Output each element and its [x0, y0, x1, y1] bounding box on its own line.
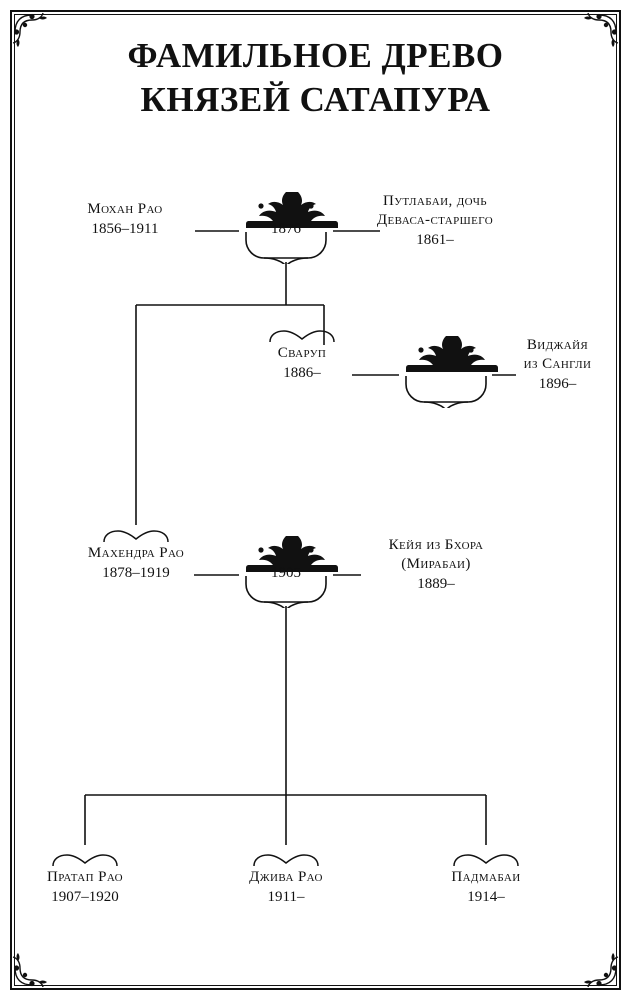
person-dzhiva-rao — [216, 868, 356, 907]
marriage-ornament-1 — [234, 190, 338, 264]
name-flourish-icon — [100, 528, 172, 544]
person-name-line2: из Сангли — [523, 356, 592, 372]
person-dates: 1856–1911 — [91, 221, 159, 237]
person-dates: 1907–1920 — [51, 889, 119, 905]
marriage-ornament-3 — [234, 534, 338, 608]
person-name: Сваруп — [277, 345, 327, 361]
person-mahendra-rao — [56, 544, 216, 583]
marriage-ornament-2 — [394, 334, 498, 408]
person-name: Пратап Рао — [46, 869, 123, 885]
person-keyya — [346, 536, 526, 594]
person-putlabai — [340, 192, 530, 250]
person-name: Кейя из Бхора — [388, 537, 484, 553]
person-name: Виджайя — [526, 337, 589, 353]
name-flourish-icon — [250, 852, 322, 868]
person-dates: 1889– — [417, 576, 455, 592]
person-name-line2: (Мирабаи) — [401, 556, 471, 572]
person-mohan-rao — [55, 200, 195, 239]
person-name: Мохан Рао — [87, 201, 163, 217]
person-name: Падмабаи — [451, 869, 521, 885]
person-name: Джива Рао — [249, 869, 323, 885]
person-dates: 1878–1919 — [102, 565, 170, 581]
person-padmabai — [416, 868, 556, 907]
person-name-line2: Деваса-старшего — [376, 212, 494, 228]
person-dates: 1886– — [283, 365, 321, 381]
marriage-year: 1876 — [271, 221, 301, 237]
person-dates: 1896– — [538, 376, 577, 392]
name-flourish-icon — [266, 328, 338, 344]
person-dates: 1861– — [416, 232, 454, 248]
person-dates: 1914– — [467, 889, 505, 905]
person-name: Путлабаи, дочь — [383, 193, 487, 209]
person-svarup — [252, 344, 352, 383]
person-dates: 1911– — [267, 889, 305, 905]
person-pratap-rao — [15, 868, 155, 907]
page-title-line-2: КНЯЗЕЙ САТАПУРА — [140, 80, 491, 119]
name-flourish-icon — [49, 852, 121, 868]
name-flourish-icon — [450, 852, 522, 868]
person-name: Махендра Рао — [87, 545, 185, 561]
marriage-year: 1905 — [271, 565, 301, 581]
page-title-line-1: ФАМИЛЬНОЕ ДРЕВО — [127, 36, 504, 75]
person-vidzhaya — [500, 336, 615, 394]
